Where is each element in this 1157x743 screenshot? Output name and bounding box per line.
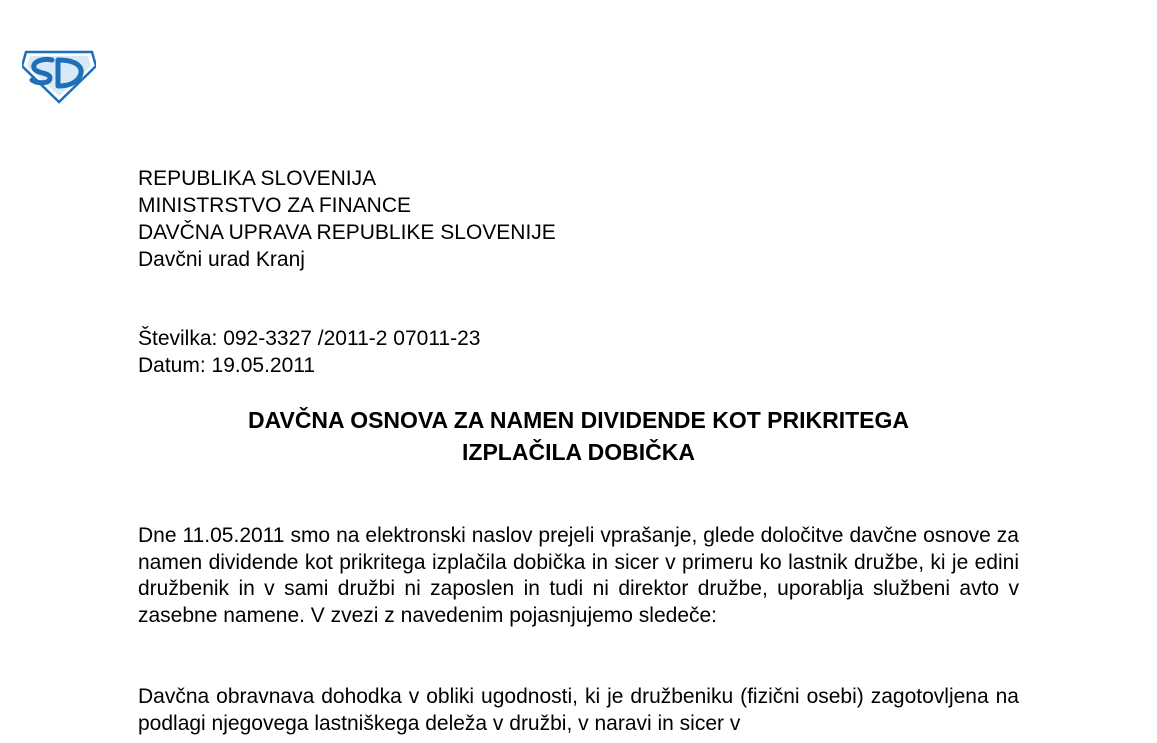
header-administration: DAVČNA UPRAVA REPUBLIKE SLOVENIJE — [138, 221, 556, 244]
document-title — [138, 404, 1019, 468]
body-paragraph-1: Dne 11.05.2011 smo na elektronski naslov prejeli vprašanje, glede določitve davčne osnove za namen dividende kot prikritega izplačila dobička in sicer v primeru ko lastnik družbe, ki je edini družbenik in v sami družbi ni zaposlen in tudi ni direktor družbe, uporablja službeni avto v zasebne namene. V zvezi z navedenim pojasnjujemo sledeče: — [138, 524, 1019, 627]
header-ministry: MINISTRSTVO ZA FINANCE — [138, 194, 412, 217]
title-line-2: IZPLAČILA DOBIČKA — [462, 439, 695, 465]
shield-logo-icon — [22, 48, 96, 104]
document-number: Številka: 092-3327 /2011-2 07011-23 — [138, 327, 481, 350]
header-country: REPUBLIKA SLOVENIJA — [138, 167, 377, 190]
body-paragraph-2: Davčna obravnava dohodka v obliki ugodnosti, ki je družbeniku (fizični osebi) zagotovljena na podlagi njegovega lastniškega deleža v družbi, v naravi in sicer v — [138, 685, 1019, 735]
document-meta — [138, 325, 480, 379]
title-line-1: DAVČNA OSNOVA ZA NAMEN DIVIDENDE KOT PRIKRITEGA — [247, 407, 910, 433]
document-date: Datum: 19.05.2011 — [138, 354, 316, 377]
durs-logo — [22, 48, 96, 104]
issuer-header — [138, 165, 556, 273]
header-office: Davčni urad Kranj — [138, 248, 305, 271]
